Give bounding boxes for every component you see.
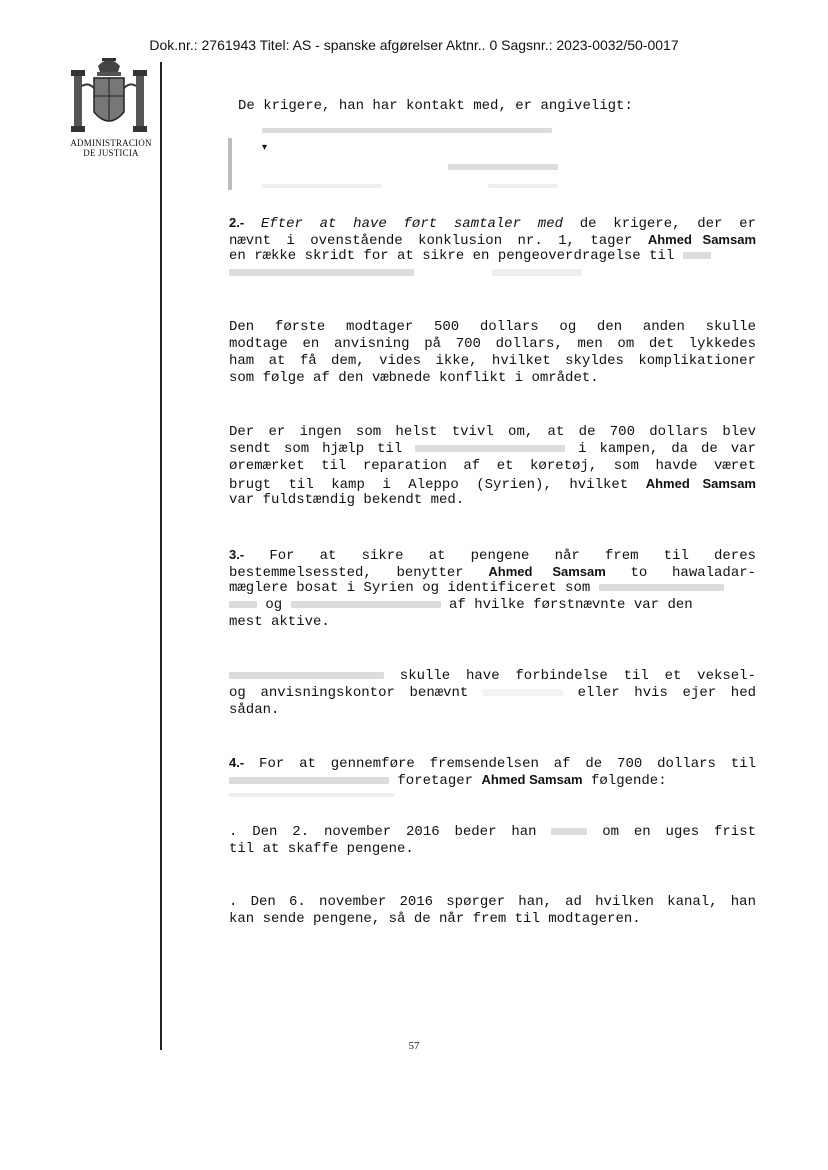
- intro-paragraph: [238, 98, 765, 115]
- redaction-bar: [683, 252, 711, 259]
- paragraph-line: Den første modtager 500 dollars og den anden skulle: [229, 319, 756, 335]
- page-number: 57: [408, 1040, 420, 1052]
- redaction-bar: [291, 601, 441, 608]
- section-2-lead: Efter at have ført samtaler med: [260, 216, 564, 232]
- section-2-line-1-rest: de krigere, der er: [579, 216, 756, 232]
- paragraph-exchange-office: [229, 668, 756, 719]
- organization-name: [50, 138, 172, 158]
- intro-text: De krigere, han har kontakt med, er angiveligt:: [238, 98, 633, 114]
- paragraph-line: sådan.: [229, 702, 280, 718]
- redaction-bar: [229, 777, 389, 784]
- text-segment: og anvisningskontor benævnt: [229, 685, 469, 701]
- section-3-line-1: [229, 546, 756, 563]
- document-header: Dok.nr.: 2761943 Titel: AS - spanske afgørelser Aktnr.. 0 Sagsnr.: 2023-0032/50-0017: [149, 37, 679, 53]
- section-2-text: nævnt i ovenstående konklusion nr. 1, tager: [229, 233, 633, 249]
- text-segment: eller hvis ejer hed: [577, 685, 756, 701]
- name-ahmed-samsam: Ahmed Samsam: [488, 564, 606, 579]
- section-4: [229, 754, 756, 805]
- text-segment: For at sikre at pengene når frem til deres: [269, 548, 757, 564]
- paragraph-line: [229, 668, 756, 685]
- section-3-line-5: mest aktive.: [229, 614, 330, 630]
- redaction-bar: [229, 601, 257, 608]
- paragraph-line: ham at få dem, vides ikke, hvilket skyldes komplikationer: [229, 353, 756, 369]
- text-segment: i kampen, da de var: [578, 441, 756, 457]
- text-segment: foretager: [397, 773, 474, 789]
- section-4-line-1: [229, 754, 756, 771]
- redaction-bar: [551, 828, 587, 835]
- section-2-redacted: [229, 265, 756, 282]
- paragraph-line: Der er ingen som helst tvivl om, at de 700 dollars blev: [229, 424, 756, 440]
- paragraph-line: var fuldstændig bekendt med.: [229, 492, 465, 508]
- text-segment: skulle have forbindelse til et veksel-: [399, 668, 756, 684]
- name-ahmed-samsam: Ahmed Samsam: [645, 476, 756, 491]
- text-segment: to hawaladar-: [630, 565, 757, 581]
- section-3-line-4: [229, 597, 756, 614]
- section-4-number: 4.-: [229, 755, 245, 770]
- section-2-number: 2.-: [229, 215, 245, 230]
- text-segment: bestemmelsessted, benytter: [229, 565, 464, 581]
- section-2-line-2: [229, 231, 756, 248]
- paragraph-line: [229, 475, 756, 492]
- paragraph-line: [229, 685, 756, 702]
- section-3-line-3: [229, 580, 756, 597]
- text-segment: For at gennemføre fremsendelsen af de 700 dollars til: [259, 756, 756, 772]
- name-ahmed-samsam: Ahmed Samsam: [647, 232, 756, 247]
- redaction-bar: [415, 445, 565, 452]
- text-segment: af hvilke førstnævnte var den: [449, 597, 693, 613]
- section-2-line-3-text: en række skridt for at sikre en pengeoverdragelse til: [229, 248, 675, 264]
- text-segment: og: [265, 597, 283, 613]
- redaction-bar: [229, 269, 414, 276]
- section-3-line-2: [229, 563, 756, 580]
- text-segment: mæglere bosat i Syrien og identificeret som: [229, 580, 591, 596]
- text-segment: brugt til kamp i Aleppo (Syrien), hvilket: [229, 477, 629, 493]
- redaction-bar: [599, 584, 724, 591]
- redaction-bar: [483, 689, 563, 696]
- coat-of-arms-logo: [64, 52, 154, 140]
- bullet-line: . Den 6. november 2016 spørger han, ad hvilken kanal, han: [229, 894, 756, 910]
- name-ahmed-samsam: Ahmed Samsam: [481, 772, 583, 787]
- section-2-line-1: [229, 214, 756, 231]
- paragraph-line: [229, 441, 756, 458]
- org-line-1: ADMINISTRACION: [70, 138, 152, 148]
- text-segment: . Den 2. november 2016 beder han: [229, 824, 537, 840]
- bullet-6-november: [229, 894, 756, 928]
- bullet-2-november: [229, 824, 756, 858]
- text-segment: sendt som hjælp til: [229, 441, 403, 457]
- bullet-line: til at skaffe pengene.: [229, 841, 414, 857]
- paragraph-line: som følge af den væbnede konflikt i området.: [229, 370, 599, 386]
- bullet-line: [229, 824, 756, 841]
- paragraph-line: øremærket til reparation af et køretøj, som havde været: [229, 458, 756, 474]
- bullet-line: kan sende pengene, så de når frem til modtageren.: [229, 911, 641, 927]
- section-4-line-2: [229, 771, 756, 788]
- redaction-bar: [492, 269, 582, 276]
- org-line-2: DE JUSTICIA: [83, 148, 139, 158]
- margin-rule: [160, 62, 162, 1050]
- section-2-line-3: [229, 248, 756, 265]
- text-segment: følgende:: [591, 773, 667, 789]
- text-segment: om en uges frist: [602, 824, 757, 840]
- redaction-bar: [229, 793, 394, 797]
- paragraph-line: modtage en anvisning på 700 dollars, men om det lykkedes: [229, 336, 756, 352]
- section-2: [229, 214, 756, 282]
- section-3: [229, 546, 756, 631]
- paragraph-first-recipient: [229, 319, 756, 387]
- paragraph-no-doubt: [229, 424, 756, 509]
- section-3-number: 3.-: [229, 547, 245, 562]
- redaction-bar: [229, 672, 384, 679]
- section-4-redacted: [229, 788, 756, 805]
